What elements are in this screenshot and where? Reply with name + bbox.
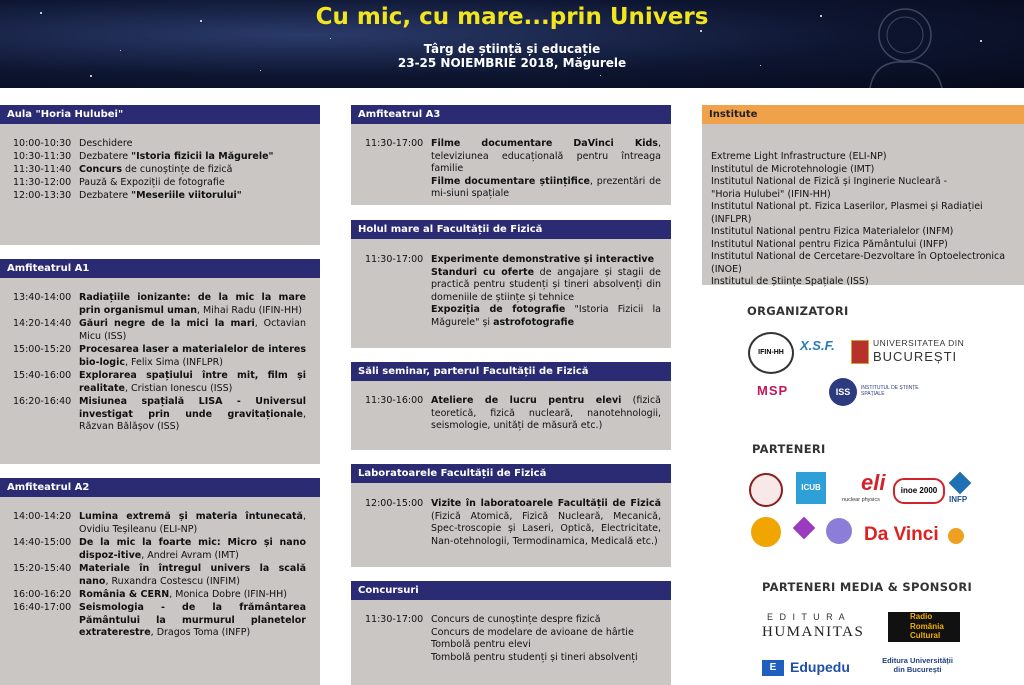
concursuri-header: Concursuri <box>351 581 671 600</box>
humanitas-logo: HUMANITAS <box>762 624 865 640</box>
row-time: 10:00-10:30 <box>13 138 72 149</box>
sali-time: 11:30-16:00 <box>365 395 424 406</box>
ub-name-line1: UNIVERSITATEA DIN <box>873 338 965 348</box>
row-description: Găuri negre de la mici la mari, Octavian Micu (ISS) <box>79 318 307 342</box>
a3-header: Amfiteatrul A3 <box>351 105 671 124</box>
row-description: Deschidere <box>79 138 133 149</box>
row-description: Dezbatere "Istoria fizicii la Măgurele" <box>79 151 274 162</box>
partner-globe-icon <box>826 518 852 544</box>
a3-panel <box>351 105 671 205</box>
eli-subtitle: nuclear physics <box>842 497 880 503</box>
row-description: Misiunea spațială LISA - Universul investigat prin unde gravitaționale, Răzvan Bălășov (ISS) <box>79 396 306 432</box>
institute-header: Institute <box>702 105 1024 124</box>
holul-time: 11:30-17:00 <box>365 254 424 265</box>
row-description: Concurs de cunoștințe de fizică <box>79 164 233 175</box>
concursuri-panel <box>351 581 671 685</box>
lab-panel <box>351 464 671 567</box>
row-time: 11:30-11:40 <box>13 164 72 175</box>
row-description: România & CERN, Monica Dobre (IFIN-HH) <box>79 589 288 600</box>
row-description: Explorarea spațiului între mit, film și realitate, Cristian Ionescu (ISS) <box>79 370 306 394</box>
row-description: Materiale în întregul univers la scală nano, Ruxandra Costescu (INFIM) <box>79 563 306 587</box>
msp-logo: MSP <box>757 383 789 398</box>
concursuri-time: 11:30-17:00 <box>365 614 424 625</box>
partner-flower-icon <box>751 517 781 547</box>
a3-description: Filme documentare DaVinci Kids, televiziunea educațională pentru întreaga familie Filme documentare științifice, prezentări de mi-siuni spațiale <box>431 138 661 199</box>
row-description: Seismologia - de la frământarea Pământului la murmurul planetelor extraterestre, Dragos Toma (INFP) <box>79 602 306 638</box>
humanitas-editura: E D I T U R A <box>767 612 847 622</box>
editura-ub-logo: Editura Universității din București <box>882 656 953 674</box>
header-banner <box>0 0 1024 88</box>
row-description: Procesarea laser a materialelor de interes bio-logic, Felix Sima (INFLPR) <box>79 344 306 368</box>
row-time: 14:00-14:20 <box>13 511 72 522</box>
row-time: 12:00-13:30 <box>13 190 72 201</box>
icub-logo: ICUB <box>796 472 826 504</box>
ub-crest-icon <box>851 340 869 364</box>
parteneri-label: PARTENERI <box>752 442 826 456</box>
media-label: PARTENERI MEDIA & SPONSORI <box>762 580 973 594</box>
holul-header: Holul mare al Facultății de Fizică <box>351 220 671 239</box>
lab-description: Vizite în laboratoarele Facultății de Fizică (Fizică Atomică, Fizică Nucleară, Mecanică, Spec-troscopie și Laseri, Optică, Electricitate, Nan-otehnologii, Termodinamica, Medicală etc.) <box>431 498 661 547</box>
institute-list: Extreme Light Infrastructure (ELI-NP) Institutul de Microtehnologie (IMT) Institutul National de Fizică și Inginerie Nucleară - "Horia Hulubei" (IFIN-HH) Institutul National pt. Fizica Laserilor, Plasmei și Radiației (INFLPR) Institutul National pentru Fizica Materialelor (INFM) Institutul National pentru Fizica Pământului (INFP) Institutul National de Cercetare-Dezvoltare în Optoelectronica (INOE) Institutul de Științe Spațiale (ISS) <box>711 151 1006 287</box>
subtitle: Târg de știință și educație <box>423 42 601 56</box>
partner-seal-icon <box>749 473 783 507</box>
row-time: 16:40-17:00 <box>13 602 72 613</box>
row-time: 16:00-16:20 <box>13 589 72 600</box>
row-time: 15:00-15:20 <box>13 344 72 355</box>
row-time: 10:30-11:30 <box>13 151 72 162</box>
row-description: De la mic la foarte mic: Micro și nano dispoz-itive, Andrei Avram (IMT) <box>79 537 306 561</box>
row-time: 15:40-16:00 <box>13 370 72 381</box>
row-time: 14:20-14:40 <box>13 318 72 329</box>
holul-panel <box>351 220 671 348</box>
row-description: Pauză & Expoziții de fotografie <box>79 177 225 188</box>
iss-name: INSTITUTUL DE ȘTIINȚE SPAȚIALE <box>861 385 919 397</box>
row-time: 13:40-14:00 <box>13 292 72 303</box>
sali-panel <box>351 362 671 450</box>
a1-header: Amfiteatrul A1 <box>0 259 320 278</box>
ub-name-line2: BUCUREȘTI <box>873 349 958 364</box>
a2-panel <box>0 478 320 685</box>
holul-description: Experimente demonstrative și interactive Standuri cu oferte de angajare și stagii de practică pentru studenți și tineri absolvenți din domeniile de științe și tehnice Expoziția de fotografie "Istoria Fizicii la Măgurele" și astrofotografie <box>431 254 661 328</box>
eli-logo: eli <box>861 470 886 495</box>
row-description: Dezbatere "Meseriile viitorului" <box>79 190 242 201</box>
infp-cube-icon <box>949 472 972 495</box>
row-description: Radiațiile ionizante: de la mic la mare prin organismul uman, Mihai Radu (IFIN-HH) <box>79 292 306 316</box>
edupedu-icon: E <box>762 660 784 676</box>
row-time: 11:30-12:00 <box>13 177 72 188</box>
davinci-sun-icon <box>948 528 964 544</box>
partner-diamond-icon <box>793 517 816 540</box>
edupedu-logo: Edupedu <box>790 659 850 675</box>
infp-logo: INFP <box>949 495 968 504</box>
inoe-logo: inoe 2000 <box>893 478 945 504</box>
page-title: Cu mic, cu mare...prin Univers <box>315 4 709 30</box>
aula-header: Aula "Horia Hulubei" <box>0 105 320 124</box>
a1-panel <box>0 259 320 464</box>
concursuri-list: Concurs de cunoștințe despre fizică Concurs de modelare de avioane de hârtie Tombolă pentru elevi Tombolă pentru studenți și tineri absolvenți <box>431 614 638 663</box>
sali-description: Ateliere de lucru pentru elevi (fizică teoretică, fizică nucleară, nanotehnologii, seismologie, unități de măsură etc.) <box>431 395 661 431</box>
row-time: 16:20-16:40 <box>13 396 72 407</box>
row-time: 14:40-15:00 <box>13 537 72 548</box>
a3-time: 11:30-17:00 <box>365 138 424 149</box>
event-dates: 23-25 NOIEMBRIE 2018, Măgurele <box>397 56 627 70</box>
row-time: 15:20-15:40 <box>13 563 72 574</box>
davinci-logo: Da Vinci <box>864 524 939 545</box>
iss-logo: ISS <box>829 378 857 406</box>
row-description: Lumina extremă și materia întunecată, Ovidiu Teșileanu (ELI-NP) <box>79 511 306 535</box>
organizatori-label: ORGANIZATORI <box>747 304 849 318</box>
ifin-hh-logo: IFIN-HH <box>748 332 794 374</box>
xsf-logo: X.S.F. <box>800 338 835 353</box>
lab-header: Laboratoarele Facultății de Fizică <box>351 464 671 483</box>
a2-header: Amfiteatrul A2 <box>0 478 320 497</box>
lab-time: 12:00-15:00 <box>365 498 424 509</box>
radio-romania-cultural-logo: Radio România Cultural <box>888 612 960 642</box>
sali-header: Săli seminar, parterul Facultății de Fizică <box>351 362 671 381</box>
aula-panel <box>0 105 320 245</box>
